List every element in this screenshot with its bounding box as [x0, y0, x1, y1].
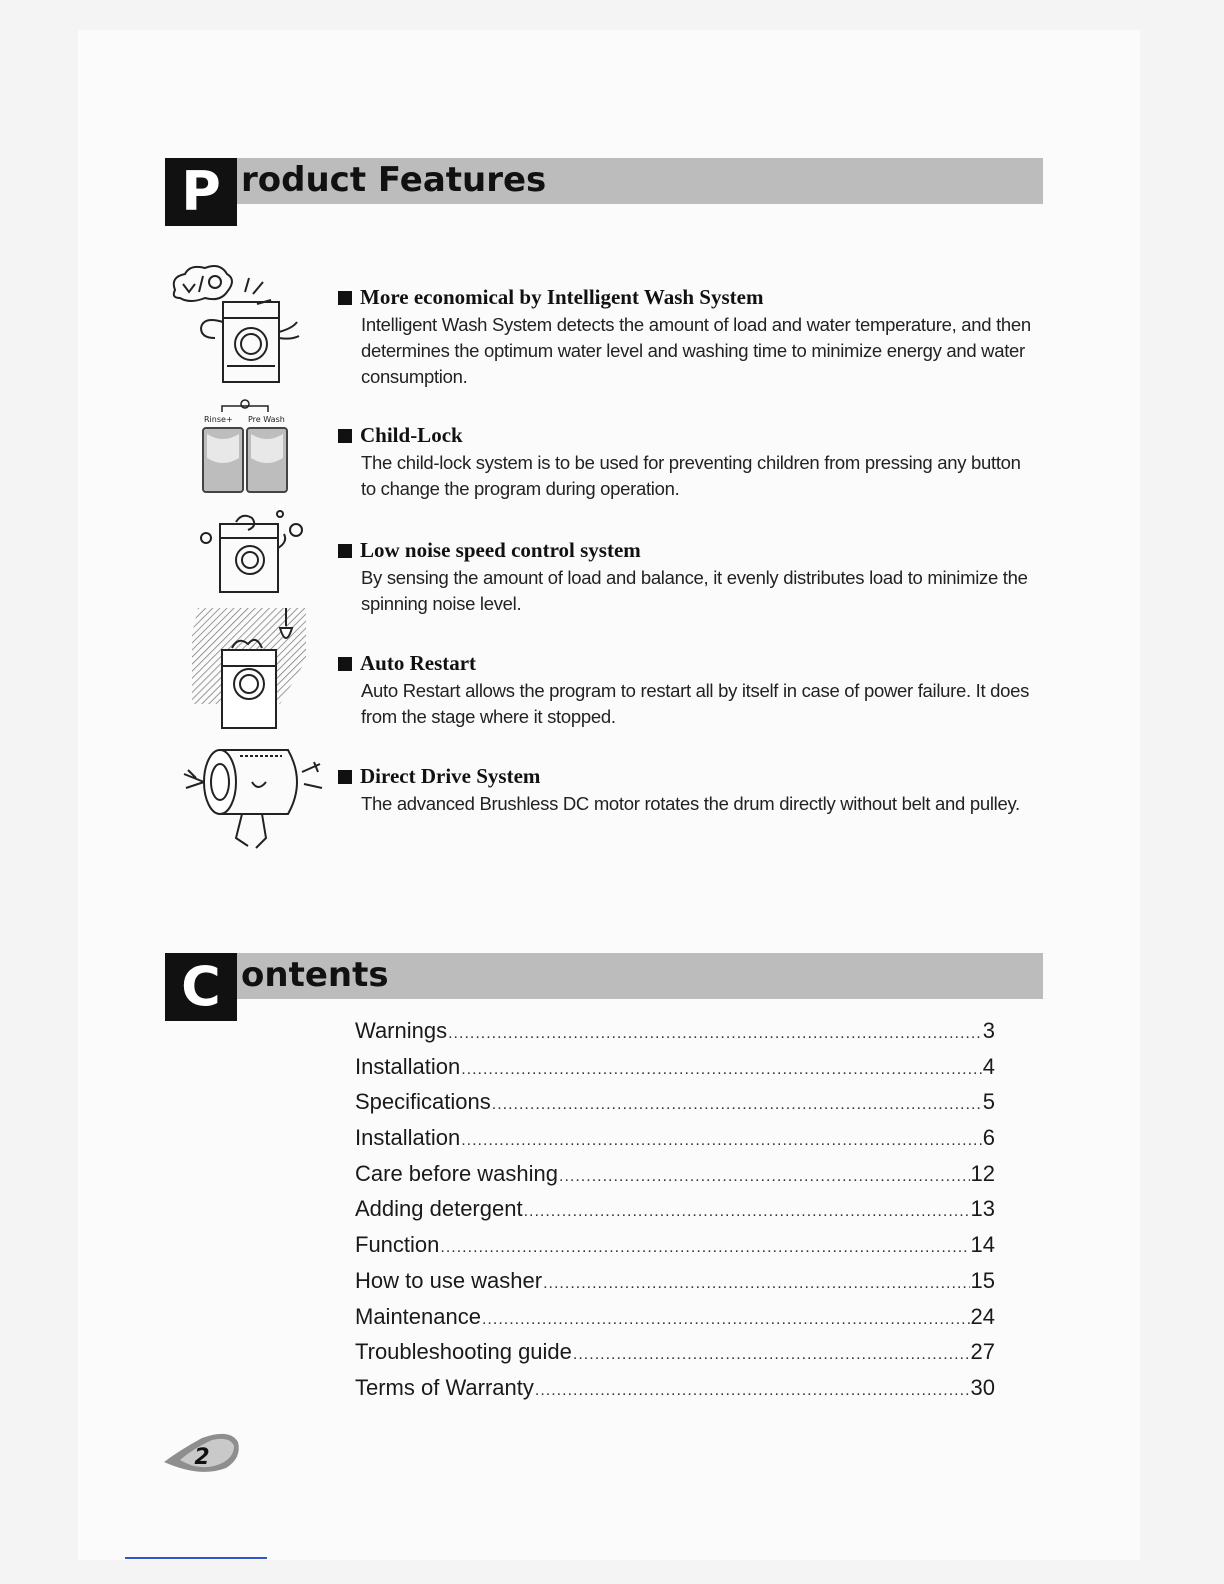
- toc-entry[interactable]: Care before washing ..... 12: [355, 1161, 995, 1197]
- auto-restart-illustration: [188, 604, 310, 732]
- toc-entry[interactable]: Troubleshooting guide ..... 27: [355, 1339, 995, 1375]
- feature-item: [338, 763, 1038, 817]
- feature-body: The advanced Brushless DC motor rotates the drum directly without belt and pulley.: [361, 793, 1020, 814]
- toc-entry[interactable]: Installation ..... 6: [355, 1125, 995, 1161]
- toc-entry[interactable]: Adding detergent ..... 13: [355, 1196, 995, 1232]
- feature-item: [338, 537, 1038, 617]
- dot-leader: [559, 1168, 970, 1186]
- feature-item: [338, 284, 1038, 390]
- header-initial: C: [165, 953, 237, 1021]
- toc-entry[interactable]: Warnings ..... 3: [355, 1018, 995, 1054]
- link-underline: [125, 1557, 267, 1559]
- feature-item: [338, 422, 1038, 502]
- dot-leader: [448, 1025, 982, 1043]
- feature-body: By sensing the amount of load and balance, it evenly distributes load to minimize the spinning noise level.: [361, 567, 1028, 614]
- prewash-label: Pre Wash: [248, 415, 285, 424]
- toc-entry[interactable]: How to use washer ..... 15: [355, 1268, 995, 1304]
- low-noise-illustration: [196, 508, 306, 596]
- dot-leader: [492, 1096, 982, 1114]
- toc-entry[interactable]: Specifications ..... 5: [355, 1089, 995, 1125]
- dot-leader: [482, 1311, 970, 1329]
- dot-leader: [535, 1382, 970, 1400]
- feature-title: More economical by Intelligent Wash System: [338, 284, 1038, 310]
- toc-entry[interactable]: Terms of Warranty ..... 30: [355, 1375, 995, 1411]
- dot-leader: [440, 1239, 969, 1257]
- page-number: 2: [194, 1445, 210, 1470]
- header-initial: P: [165, 158, 237, 226]
- dot-leader: [573, 1346, 970, 1364]
- product-features-header: [165, 158, 1043, 226]
- contents-header: [165, 953, 1043, 1021]
- feature-title: Direct Drive System: [338, 763, 1038, 789]
- bullet-square-icon: [338, 429, 352, 443]
- feature-title: Child-Lock: [338, 422, 1038, 448]
- bullet-square-icon: [338, 770, 352, 784]
- direct-drive-illustration: [182, 742, 324, 854]
- feature-item: [338, 650, 1038, 730]
- bullet-square-icon: [338, 291, 352, 305]
- dot-leader: [524, 1203, 970, 1221]
- rinse-label: Rinse+: [204, 415, 233, 424]
- child-lock-illustration: [198, 398, 293, 496]
- dot-leader: [543, 1275, 969, 1293]
- dot-leader: [461, 1132, 982, 1150]
- feature-title: Auto Restart: [338, 650, 1038, 676]
- toc-entry[interactable]: Installation ..... 4: [355, 1054, 995, 1090]
- toc-entry[interactable]: Maintenance ..... 24: [355, 1304, 995, 1340]
- header-title: ontents: [241, 955, 389, 995]
- page-number-badge: [160, 1428, 244, 1480]
- feature-body: Auto Restart allows the program to restart all by itself in case of power failure. It does from the stage where it stopped.: [361, 680, 1030, 727]
- bullet-square-icon: [338, 544, 352, 558]
- feature-body: The child-lock system is to be used for preventing children from pressing any button to change the program during operation.: [361, 452, 1021, 499]
- feature-body: Intelligent Wash System detects the amount of load and water temperature, and then determines the optimum water level and washing time to minimize energy and water consumption.: [361, 314, 1031, 387]
- table-of-contents: [355, 1018, 995, 1411]
- intelligent-wash-illustration: [165, 262, 305, 387]
- bullet-square-icon: [338, 657, 352, 671]
- dot-leader: [461, 1061, 982, 1079]
- toc-entry[interactable]: Function ..... 14: [355, 1232, 995, 1268]
- feature-title: Low noise speed control system: [338, 537, 1038, 563]
- header-title: roduct Features: [241, 160, 547, 200]
